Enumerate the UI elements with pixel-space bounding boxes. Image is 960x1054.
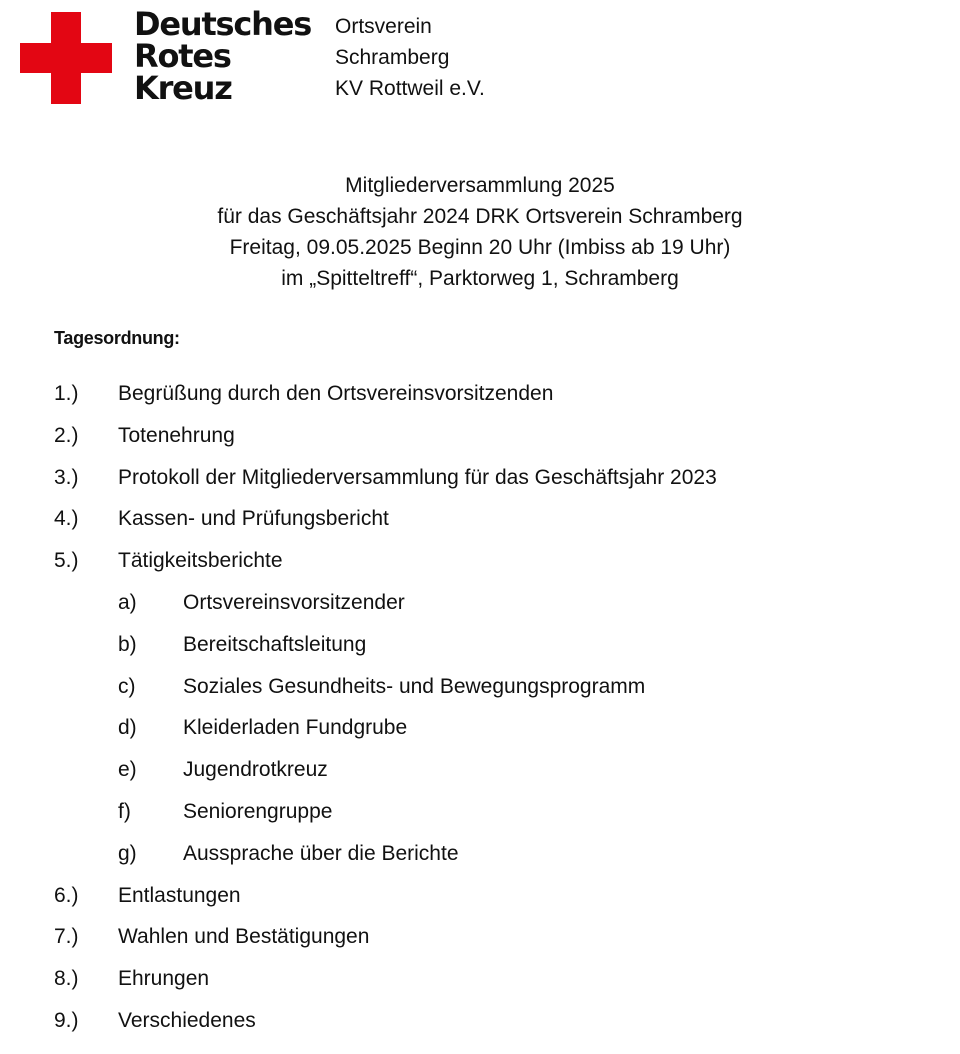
logo-line: Kreuz xyxy=(134,69,232,107)
logo-line: Deutsches xyxy=(134,5,312,43)
agenda-subitem xyxy=(0,712,960,754)
agenda-item xyxy=(0,378,960,420)
agenda-subitem-text: Kleiderladen Fundgrube xyxy=(183,716,408,740)
agenda-item-number: 2.) xyxy=(54,423,79,447)
agenda-list xyxy=(0,378,960,1047)
agenda-subitem-letter: d) xyxy=(118,716,137,740)
agenda-item-text: Verschiedenes xyxy=(118,1008,256,1032)
agenda-subitem-text: Jugendrotkreuz xyxy=(183,758,328,782)
agenda-subitem-letter: e) xyxy=(118,758,137,782)
agenda-item xyxy=(0,880,960,922)
agenda-item-text: Ehrungen xyxy=(118,967,210,991)
org-line: KV Rottweil e.V. xyxy=(335,77,485,100)
agenda-item xyxy=(0,420,960,462)
agenda-item-text: Kassen- und Prüfungsbericht xyxy=(118,507,389,531)
agenda-item-number: 5.) xyxy=(54,549,79,573)
agenda-item xyxy=(0,963,960,1005)
heading-line: für das Geschäftsjahr 2024 DRK Ortsverein Schramberg xyxy=(217,205,743,228)
organization-block xyxy=(335,11,485,104)
heading-line: Freitag, 09.05.2025 Beginn 20 Uhr (Imbiss ab 19 Uhr) xyxy=(229,236,731,259)
agenda-item-text: Tätigkeitsberichte xyxy=(118,549,283,573)
agenda-item xyxy=(0,1005,960,1047)
agenda-item xyxy=(0,545,960,587)
heading-line: Mitgliederversammlung 2025 xyxy=(345,174,615,197)
logo-line: Rotes xyxy=(134,37,231,75)
org-line: Ortsverein xyxy=(335,15,432,38)
agenda-subitem xyxy=(0,671,960,713)
agenda-item-text: Protokoll der Mitgliederversammlung für das Geschäftsjahr 2023 xyxy=(118,465,717,489)
meeting-heading xyxy=(0,170,960,294)
agenda-item xyxy=(0,462,960,504)
agenda-item-number: 7.) xyxy=(54,925,79,949)
agenda-item xyxy=(0,921,960,963)
agenda-subitem xyxy=(0,754,960,796)
agenda-subitem-letter: c) xyxy=(118,674,136,698)
agenda-item-number: 3.) xyxy=(54,465,79,489)
agenda-item-text: Entlastungen xyxy=(118,883,241,907)
agenda-subitem xyxy=(0,629,960,671)
agenda-subitem-text: Ortsvereinsvorsitzender xyxy=(183,590,405,614)
agenda-subitem-letter: f) xyxy=(118,799,131,823)
agenda-title: Tagesordnung: xyxy=(54,328,180,348)
heading-line: im „Spitteltreff“, Parktorweg 1, Schramberg xyxy=(281,267,679,290)
agenda-subitem xyxy=(0,587,960,629)
agenda-item-text: Totenehrung xyxy=(118,423,235,447)
agenda-item xyxy=(0,503,960,545)
agenda-subitem-text: Seniorengruppe xyxy=(183,799,333,823)
agenda-subitem-letter: a) xyxy=(118,590,137,614)
red-cross-logo-icon xyxy=(20,12,112,104)
org-line: Schramberg xyxy=(335,46,450,69)
agenda-item-number: 4.) xyxy=(54,507,79,531)
agenda-subitem xyxy=(0,838,960,880)
agenda-subitem-letter: b) xyxy=(118,632,137,656)
agenda-subitem-letter: g) xyxy=(118,841,137,865)
agenda-subitem-text: Aussprache über die Berichte xyxy=(183,841,459,865)
agenda-item-number: 8.) xyxy=(54,967,79,991)
agenda-item-number: 9.) xyxy=(54,1008,79,1032)
agenda-item-text: Wahlen und Bestätigungen xyxy=(118,925,370,949)
agenda-subitem-text: Soziales Gesundheits- und Bewegungsprogramm xyxy=(183,674,646,698)
agenda-item-number: 1.) xyxy=(54,382,79,405)
agenda-subitem-text: Bereitschaftsleitung xyxy=(183,632,367,656)
agenda-item-text: Begrüßung durch den Ortsvereinsvorsitzenden xyxy=(118,382,554,405)
agenda-subitem xyxy=(0,796,960,838)
agenda-item-number: 6.) xyxy=(54,883,79,907)
logo-wordmark xyxy=(134,5,312,107)
